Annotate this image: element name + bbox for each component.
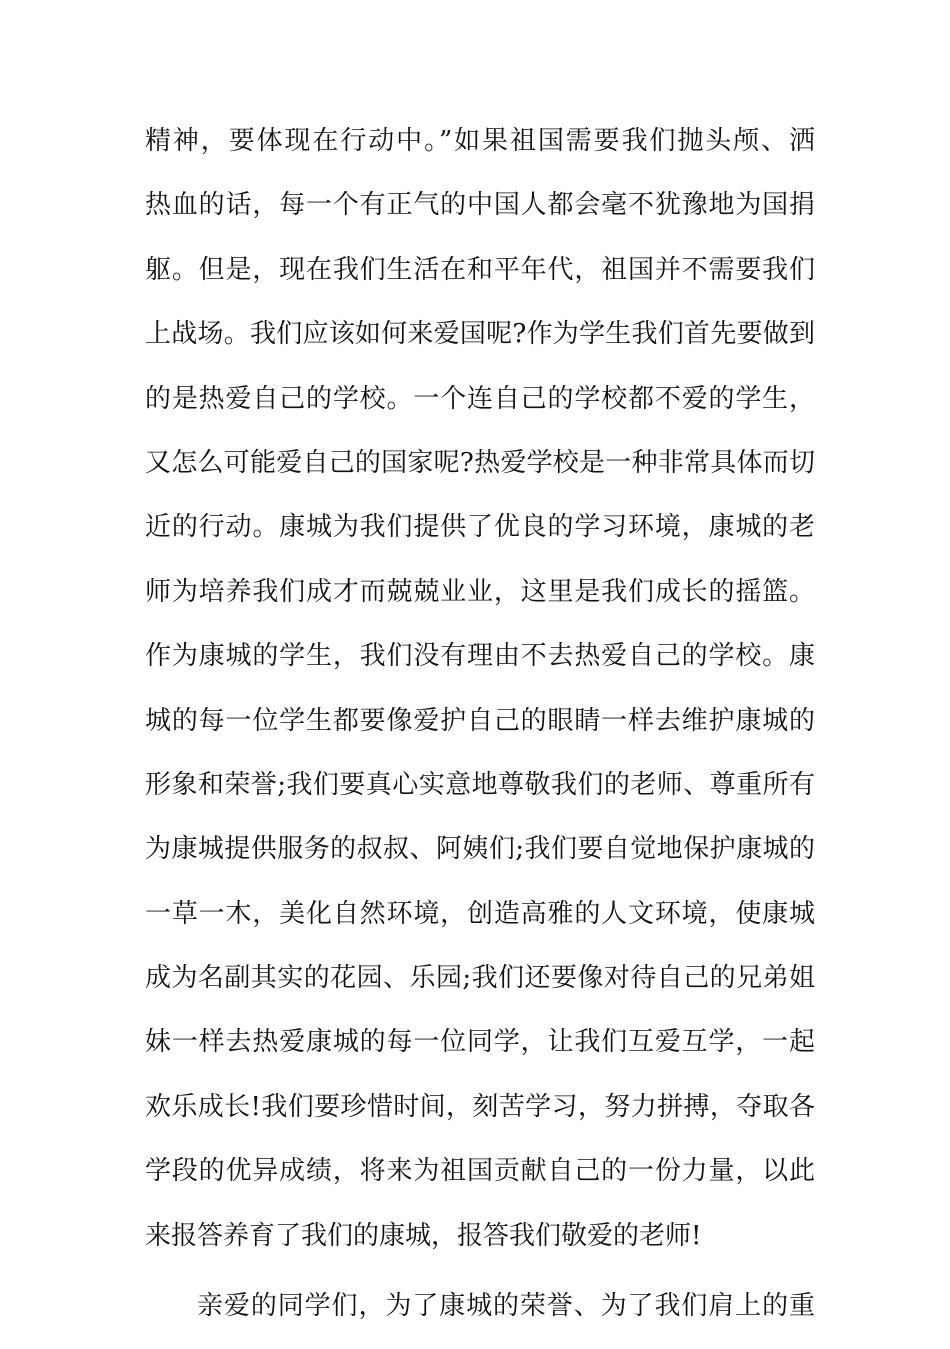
text-line: 师为培养我们成才而兢兢业业，这里是我们成长的摇篮。 — [145, 576, 815, 607]
text-line: 热血的话，每一个有正气的中国人都会毫不犹豫地为国捐 — [145, 190, 815, 221]
text-line: 一草一木，美化自然环境，创造高雅的人文环境，使康城 — [145, 898, 815, 929]
text-line: 上战场。我们应该如何来爱国呢?作为学生我们首先要做到 — [145, 319, 815, 350]
text-line: 为康城提供服务的叔叔、阿姨们;我们要自觉地保护康城的 — [145, 834, 815, 865]
paragraph-2 — [145, 1285, 815, 1327]
text-line: 躯。但是，现在我们生活在和平年代，祖国并不需要我们 — [145, 254, 815, 285]
text-line: 形象和荣誉;我们要真心实意地尊敬我们的老师、尊重所有 — [145, 769, 815, 800]
text-line: 妹一样去热爱康城的每一位同学，让我们互爱互学，一起 — [145, 1027, 815, 1058]
text-line: 又怎么可能爱自己的国家呢?热爱学校是一种非常具体而切 — [145, 447, 815, 478]
text-line: 来报答养育了我们的康城，报答我们敬爱的老师! — [145, 1220, 702, 1251]
text-line: 近的行动。康城为我们提供了优良的学习环境，康城的老 — [145, 512, 815, 543]
text-line: 精神，要体现在行动中。”如果祖国需要我们抛头颅、洒 — [145, 126, 815, 156]
text-line: 成为名副其实的花园、乐园;我们还要像对待自己的兄弟姐 — [145, 963, 815, 994]
text-line: 亲爱的同学们，为了康城的荣誉、为了我们肩上的重 — [197, 1291, 815, 1322]
paragraph-1 — [145, 120, 815, 1257]
text-line: 的是热爱自己的学校。一个连自己的学校都不爱的学生， — [145, 383, 815, 414]
text-line: 作为康城的学生，我们没有理由不去热爱自己的学校。康 — [145, 641, 815, 672]
text-line: 欢乐成长!我们要珍惜时间，刻苦学习，努力拼搏，夺取各 — [145, 1091, 815, 1122]
text-line: 城的每一位学生都要像爱护自己的眼睛一样去维护康城的 — [145, 705, 815, 736]
document-body — [145, 120, 815, 1349]
text-line: 学段的优异成绩，将来为祖国贡献自己的一份力量，以此 — [145, 1156, 815, 1187]
